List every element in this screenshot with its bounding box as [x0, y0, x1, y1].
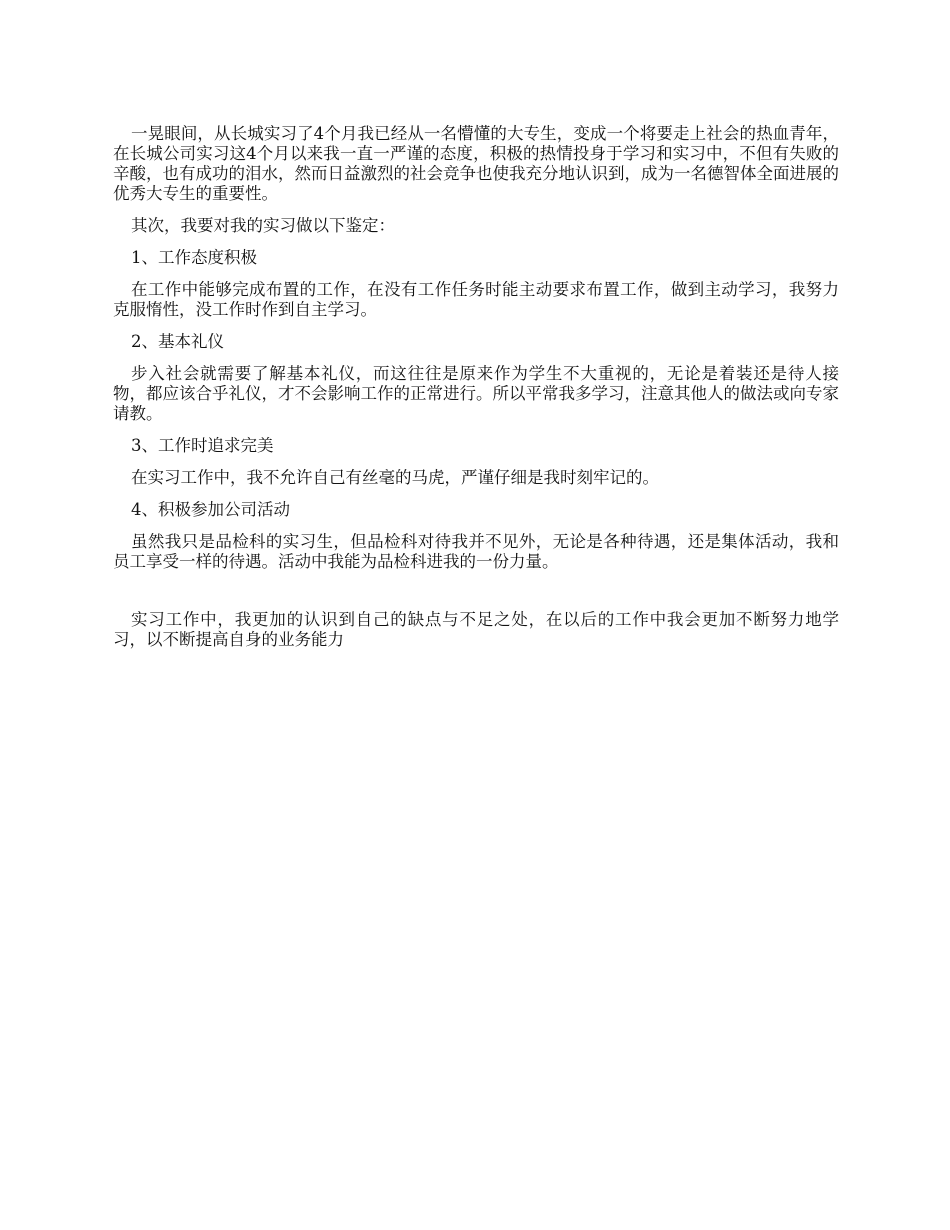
- perfection-paragraph: 在实习工作中，我不允许自己有丝毫的马虎，严谨仔细是我时刻牢记的。: [131, 468, 659, 487]
- work-attitude-paragraph: 在工作中能够完成布置的工作，在没有工作任务时能主动要求布置工作，做到主动学习，我努力克服惰性，没工作时作到自主学习。: [113, 280, 839, 319]
- conclusion-paragraph: 实习工作中，我更加的认识到自己的缺点与不足之处，在以后的工作中我会更加不断努力地学习，以不断提高自身的业务能力: [113, 610, 839, 649]
- section-heading-etiquette: 2、基本礼仪: [131, 332, 224, 351]
- appraisal-intro-paragraph: 其次，我要对我的实习做以下鉴定：: [131, 216, 395, 235]
- company-activities-paragraph: 虽然我只是品检科的实习生，但品检科对待我并不见外，无论是各种待遇，还是集体活动，我和员工享受一样的待遇。活动中我能为品检科进我的一份力量。: [113, 532, 839, 571]
- section-heading-company-activities: 4、积极参加公司活动: [131, 500, 290, 519]
- section-heading-perfection: 3、工作时追求完美: [131, 436, 274, 455]
- section-heading-work-attitude: 1、工作态度积极: [131, 248, 257, 267]
- intro-paragraph: 一晃眼间，从长城实习了4个月我已经从一名懵懂的大专生，变成一个将要走上社会的热血青年，在长城公司实习这4个月以来我一直一严谨的态度，积极的热情投身于学习和实习中，不但有失败的辛酸，也有成功的泪水，然而日益激烈的社会竞争也使我充分地认识到，成为一名德智体全面进展的优秀大专生的重要性。: [113, 124, 839, 203]
- document-body: [113, 124, 839, 662]
- etiquette-paragraph: 步入社会就需要了解基本礼仪，而这往往是原来作为学生不大重视的，无论是着装还是待人接物，都应该合乎礼仪，才不会影响工作的正常进行。所以平常我多学习，注意其他人的做法或向专家请教。: [113, 364, 839, 423]
